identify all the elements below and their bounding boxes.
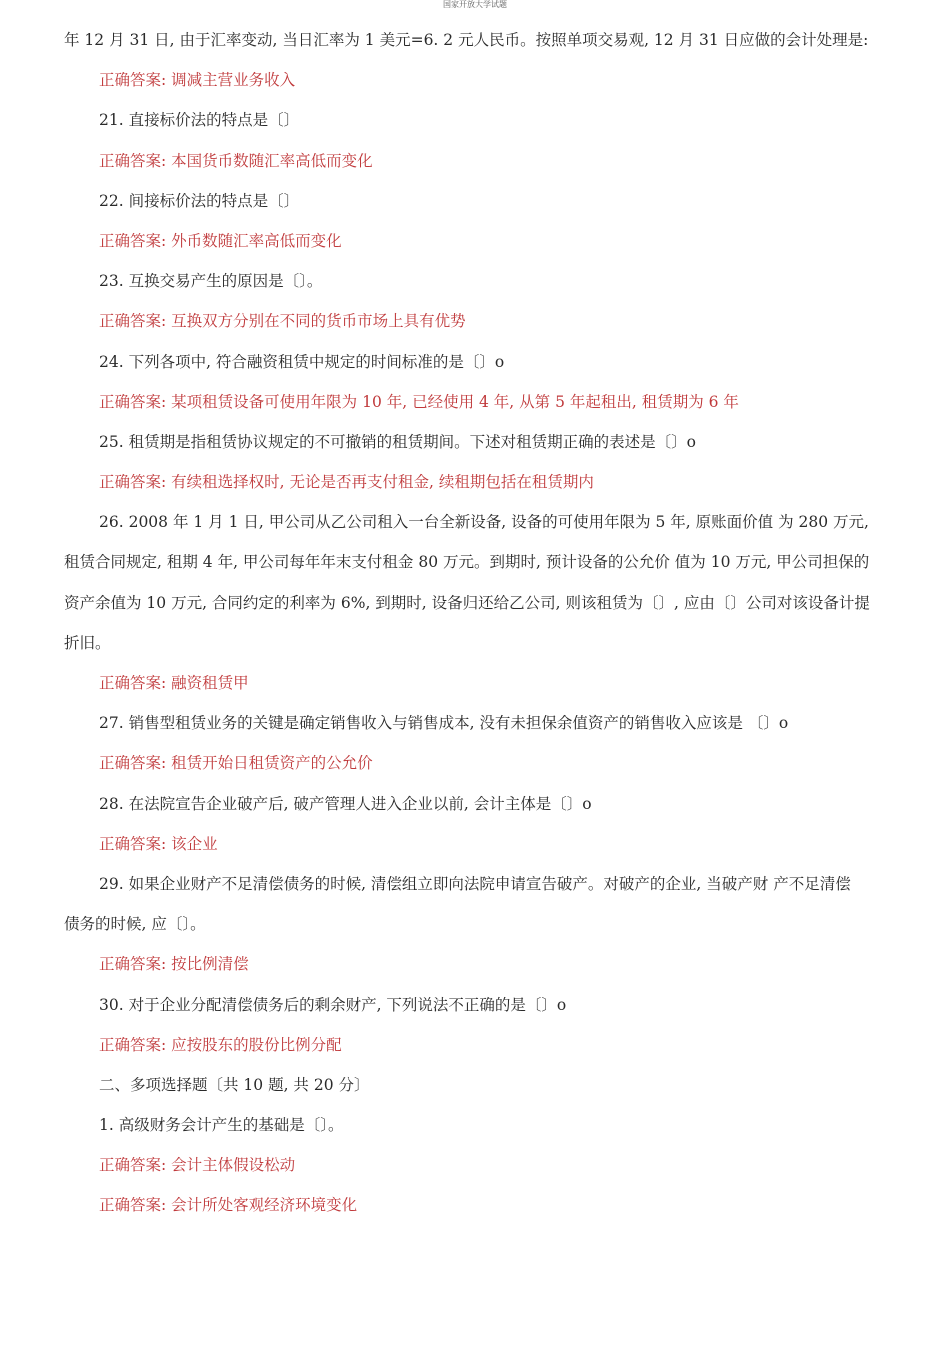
page-header: 国家开放大学试题	[443, 0, 507, 9]
question-25: 25. 租赁期是指租赁协议规定的不可撤销的租赁期间。下述对租赁期正确的表述是〔〕o	[99, 432, 696, 451]
question-continuation: 年 12 月 31 日, 由于汇率变动, 当日汇率为 1 美元=6. 2 元人民币。按照单项交易观, 12 月 31 日应做的会计处理是:	[64, 31, 869, 49]
question-23: 23. 互换交易产生的原因是〔〕。	[99, 272, 323, 291]
question-26: 26. 2008 年 1 月 1 日, 甲公司从乙公司租入一台全新设备, 设备的可使用年限为 5 年, 原账面价值 为 280 万元,	[99, 513, 869, 532]
correct-answer: 正确答案: 有续租选择权时, 无论是否再支付租金, 续租期包括在租赁期内	[99, 473, 594, 492]
question-continuation: 租赁合同规定, 租期 4 年, 甲公司每年年末支付租金 80 万元。到期时, 预计设备的公允价 值为 10 万元, 甲公司担保的	[64, 553, 870, 572]
question-continuation: 债务的时候, 应〔〕。	[64, 915, 206, 934]
correct-answer: 正确答案: 外币数随汇率高低而变化	[99, 231, 342, 250]
question-continuation: 折旧。	[64, 633, 111, 652]
correct-answer: 正确答案: 某项租赁设备可使用年限为 10 年, 已经使用 4 年, 从第 5 年起租出, 租赁期为 6 年	[99, 392, 739, 411]
correct-answer: 正确答案: 应按股东的股份比例分配	[99, 1035, 342, 1054]
question-continuation: 资产余值为 10 万元, 合同约定的利率为 6%, 到期时, 设备归还给乙公司, 则该租赁为〔〕, 应由〔〕公司对该设备计提	[64, 593, 870, 612]
question-21: 21. 直接标价法的特点是〔〕	[99, 111, 300, 130]
correct-answer: 正确答案: 互换双方分别在不同的货币市场上具有优势	[99, 312, 466, 331]
section-heading: 二、多项选择题〔共 10 题, 共 20 分〕	[99, 1075, 370, 1094]
question-29: 29. 如果企业财产不足清偿债务的时候, 清偿组立即向法院申请宣告破产。对破产的企业, 当破产财 产不足清偿	[99, 874, 851, 893]
correct-answer: 正确答案: 租赁开始日租赁资产的公允价	[99, 754, 373, 773]
correct-answer: 正确答案: 调减主营业务收入	[99, 71, 296, 90]
correct-answer: 正确答案: 按比例清偿	[99, 955, 249, 974]
question-28: 28. 在法院宣告企业破产后, 破产管理人进入企业以前, 会计主体是〔〕o	[99, 794, 592, 813]
correct-answer: 正确答案: 融资租赁甲	[99, 674, 249, 692]
question-22: 22. 间接标价法的特点是〔〕	[99, 191, 300, 210]
question-multi-1: 1. 高级财务会计产生的基础是〔〕。	[99, 1116, 344, 1135]
correct-answer: 正确答案: 会计主体假设松动	[99, 1156, 296, 1175]
question-27: 27. 销售型租赁业务的关键是确定销售收入与销售成本, 没有未担保余值资产的销售收入应该是 〔〕o	[99, 714, 789, 733]
question-30: 30. 对于企业分配清偿债务后的剩余财产, 下列说法不正确的是〔〕o	[99, 995, 567, 1014]
document-body	[64, 20, 892, 1226]
question-24: 24. 下列各项中, 符合融资租赁中规定的时间标准的是〔〕o	[99, 352, 505, 371]
correct-answer: 正确答案: 会计所处客观经济环境变化	[99, 1196, 358, 1215]
correct-answer: 正确答案: 本国货币数随汇率高低而变化	[99, 151, 373, 170]
correct-answer: 正确答案: 该企业	[99, 834, 218, 853]
